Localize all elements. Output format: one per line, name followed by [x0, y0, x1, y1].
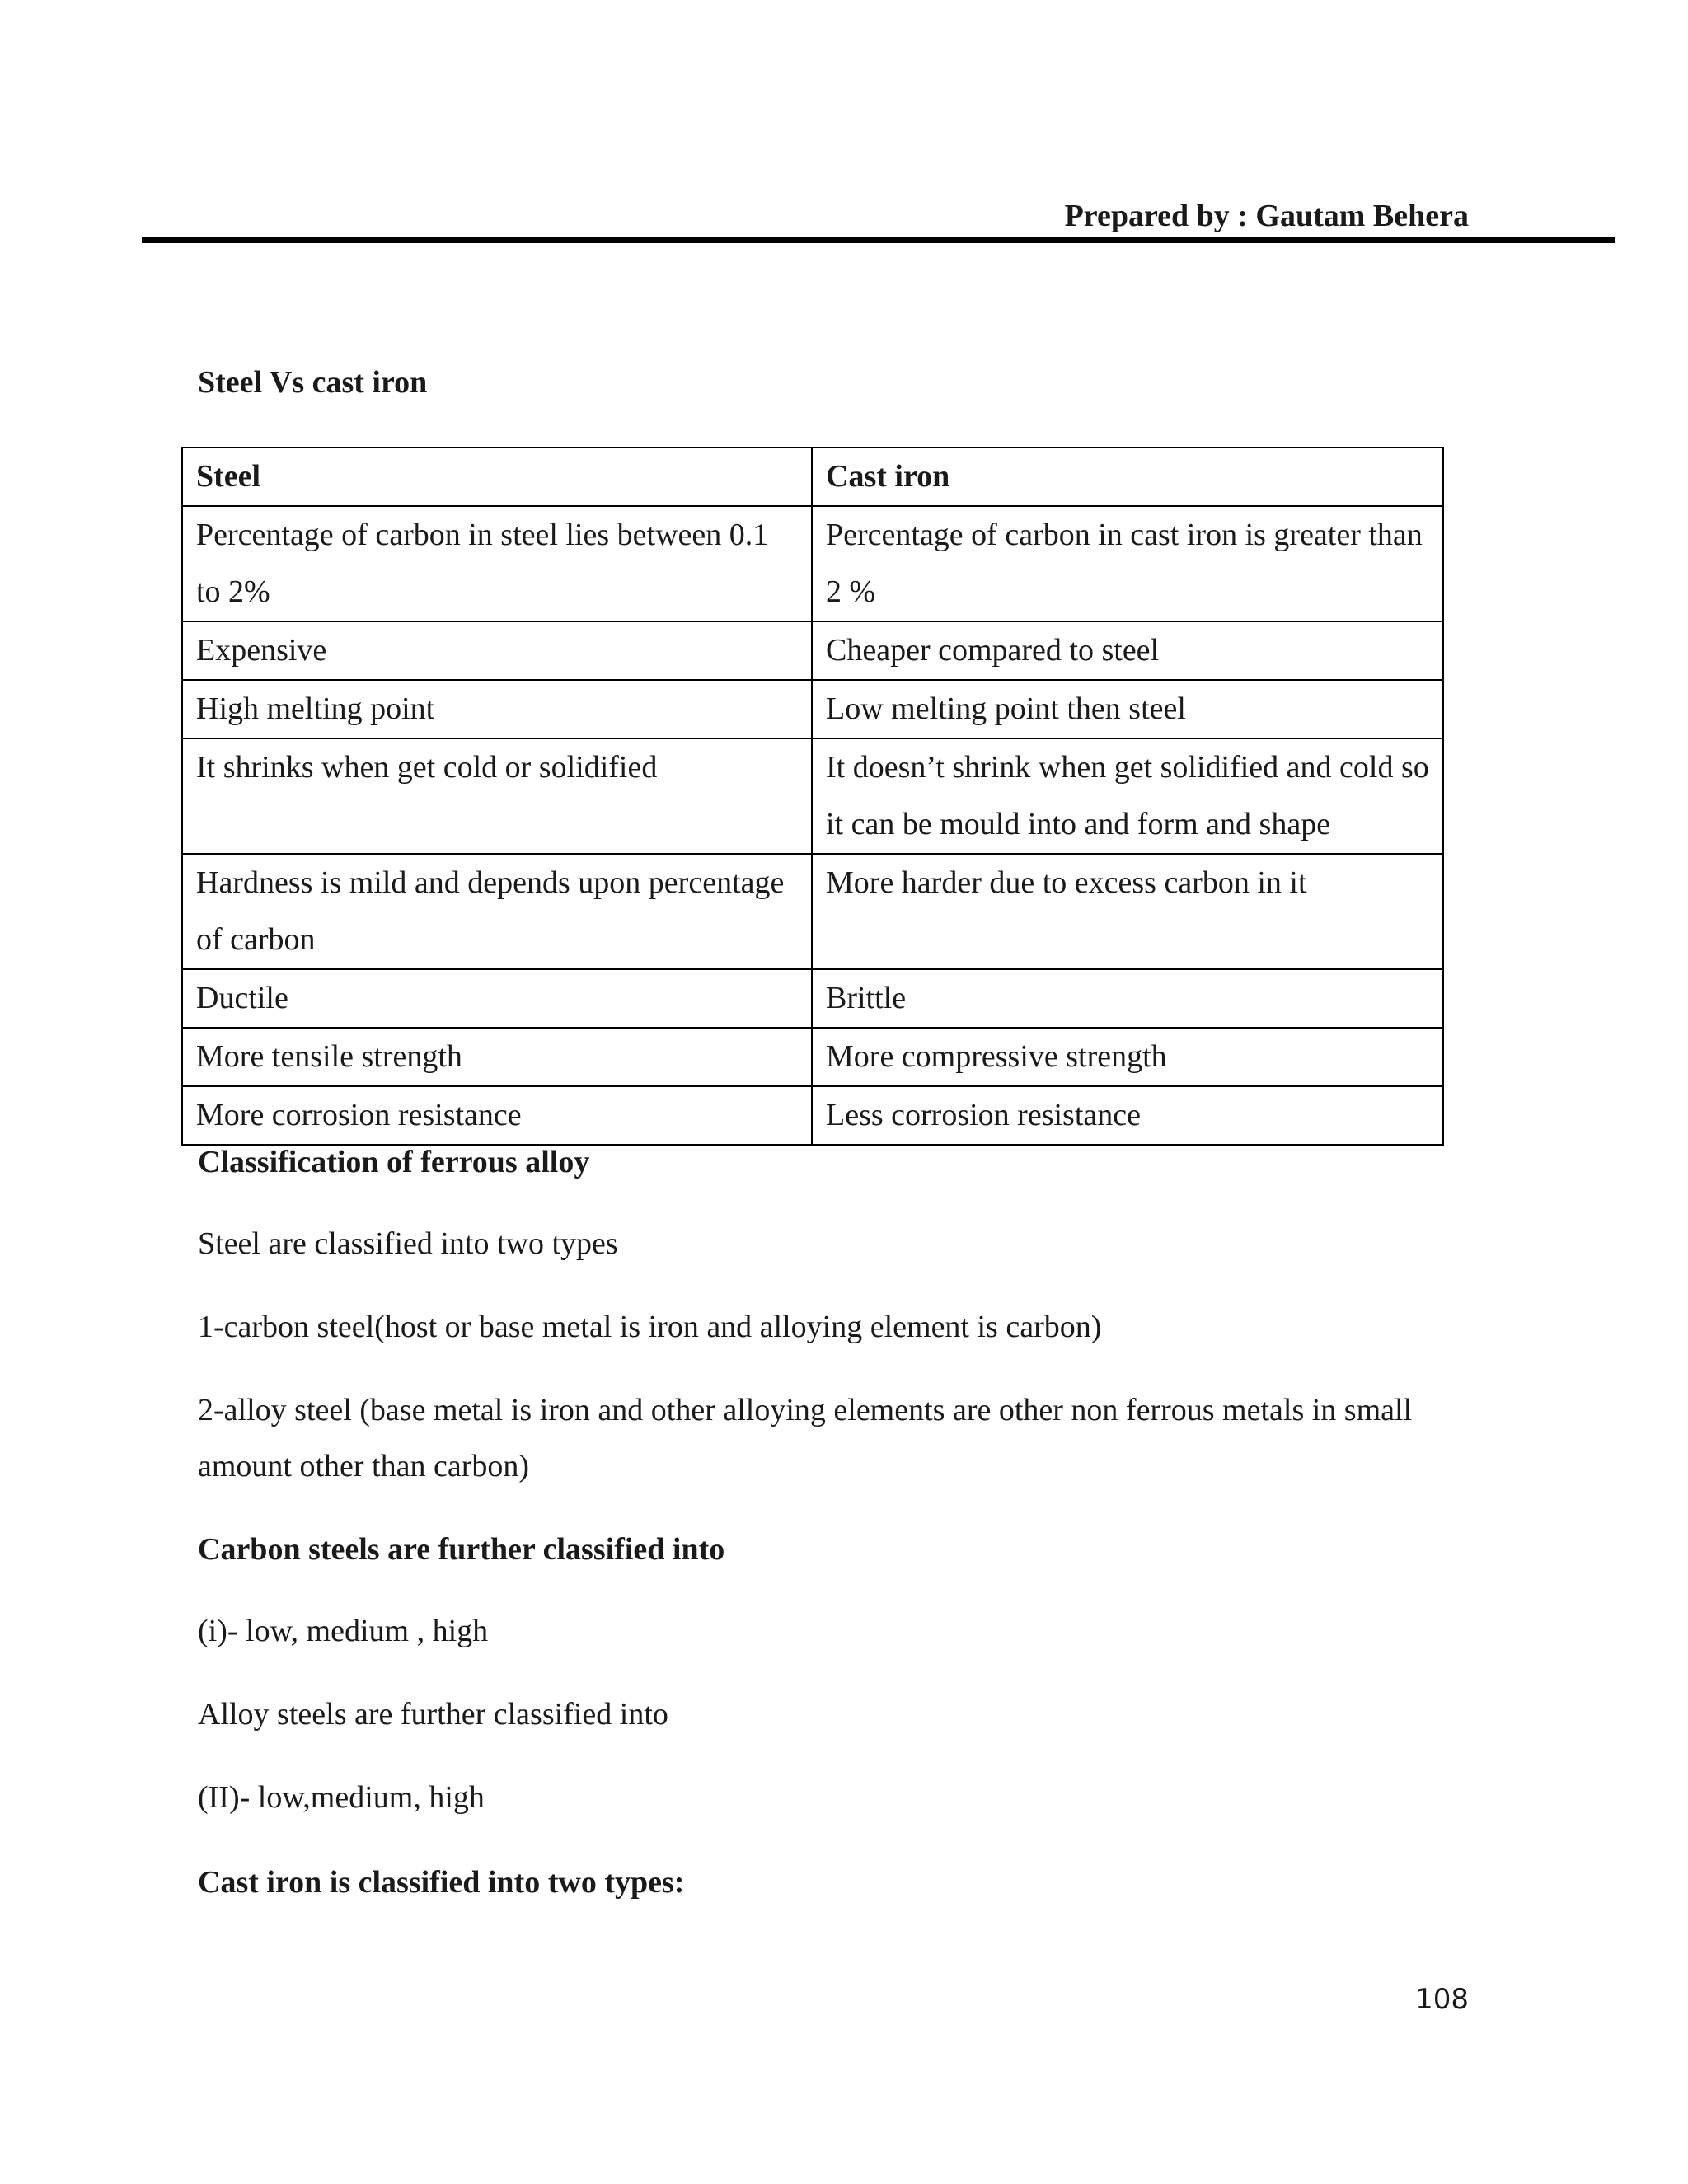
table-cell-steel: Percentage of carbon in steel lies between 0.1 to 2%: [182, 506, 812, 621]
steel-vs-cast-iron-table: [181, 447, 1444, 1146]
table-header-row: [182, 448, 1443, 506]
carbon-steel-types: (i)- low, medium , high: [198, 1614, 489, 1648]
table-row: [182, 680, 1443, 738]
table-cell-cast-iron: Less corrosion resistance: [812, 1086, 1443, 1145]
column-header-steel: Steel: [182, 448, 812, 506]
classification-title: Classification of ferrous alloy: [198, 1145, 590, 1179]
table-cell-cast-iron: More compressive strength: [812, 1028, 1443, 1086]
table-cell-cast-iron: More harder due to excess carbon in it: [812, 854, 1443, 969]
table-cell-cast-iron: Percentage of carbon in cast iron is greater than 2 %: [812, 506, 1443, 621]
table-cell-steel: More tensile strength: [182, 1028, 812, 1086]
table-cell-steel: Hardness is mild and depends upon percentage of carbon: [182, 854, 812, 969]
table-cell-cast-iron: It doesn’t shrink when get solidified and cold so it can be mould into and form and shape: [812, 738, 1443, 854]
table-row: [182, 506, 1443, 621]
table-row: [182, 854, 1443, 969]
cast-iron-classification-title: Cast iron is classified into two types:: [198, 1865, 685, 1900]
table-cell-cast-iron: Low melting point then steel: [812, 680, 1443, 738]
table-cell-steel: Expensive: [182, 621, 812, 680]
alloy-steel-types: (II)- low,medium, high: [198, 1780, 485, 1815]
carbon-steel-classification-title: Carbon steels are further classified into: [198, 1532, 725, 1567]
table-cell-steel: High melting point: [182, 680, 812, 738]
page-number: 108: [1415, 1983, 1469, 2016]
alloy-steel-intro: Alloy steels are further classified into: [198, 1697, 668, 1732]
carbon-steel-item: 1-carbon steel(host or base metal is iron and alloying element is carbon): [198, 1310, 1102, 1344]
column-header-cast-iron: Cast iron: [812, 448, 1443, 506]
table-row: [182, 1086, 1443, 1145]
prepared-by-header: Prepared by : Gautam Behera: [1064, 199, 1469, 233]
header-rule: [142, 237, 1615, 243]
alloy-steel-item: 2-alloy steel (base metal is iron and other alloying elements are other non ferrous metals in small amount other than carbon): [198, 1393, 1413, 1483]
table-row: [182, 969, 1443, 1028]
table-cell-cast-iron: Cheaper compared to steel: [812, 621, 1443, 680]
table-row: [182, 738, 1443, 854]
table-cell-steel: Ductile: [182, 969, 812, 1028]
steel-types-intro: Steel are classified into two types: [198, 1226, 618, 1261]
table-row: [182, 1028, 1443, 1086]
table-cell-steel: It shrinks when get cold or solidified: [182, 738, 812, 854]
table-row: [182, 621, 1443, 680]
table-cell-cast-iron: Brittle: [812, 969, 1443, 1028]
table-cell-steel: More corrosion resistance: [182, 1086, 812, 1145]
comparison-title: Steel Vs cast iron: [198, 365, 428, 400]
